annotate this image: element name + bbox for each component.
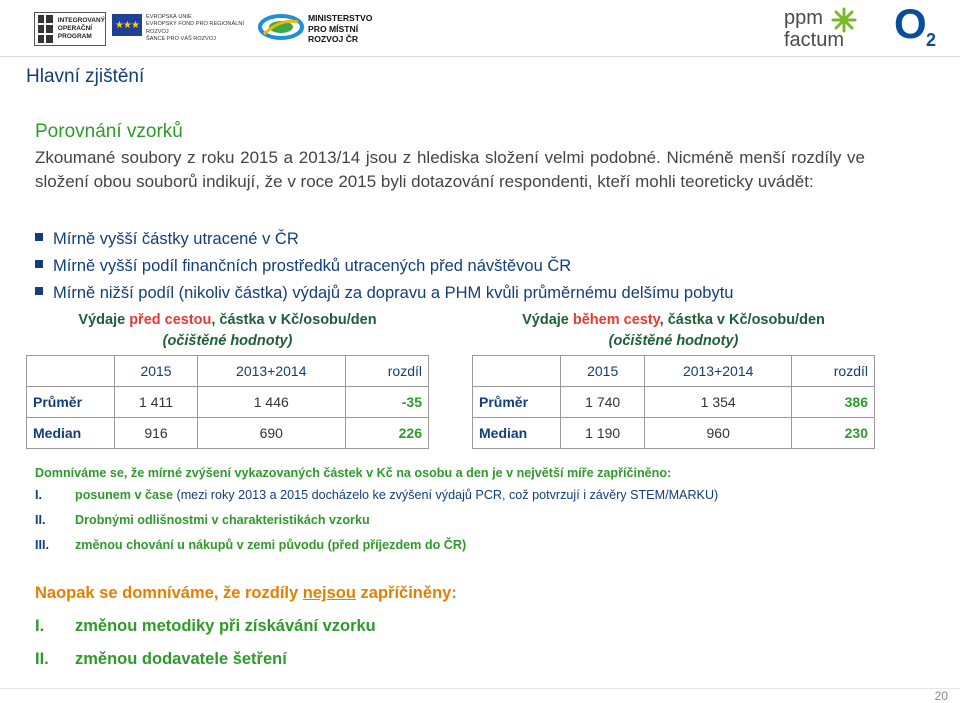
header-cell: 2015 bbox=[115, 355, 198, 386]
page-number: 20 bbox=[934, 689, 948, 703]
table-header-row bbox=[27, 355, 429, 386]
header-cell: rozdíl bbox=[345, 355, 429, 386]
finding-item: Mírně nižší podíl (nikoliv částka) výdajů za dopravu a PHM kvůli průměrnému delšímu pobytu bbox=[35, 280, 733, 307]
header-cell: 2015 bbox=[561, 355, 645, 386]
finding-item: Mírně vyšší částky utracené v ČR bbox=[35, 226, 733, 253]
conclusion-lead: Domníváme se, že mírné zvýšení vykazovaných částek v Kč na osobu a den je v největší míře zapříčiněno: bbox=[35, 466, 672, 480]
table-cell: 1 740 bbox=[561, 386, 645, 417]
table-cell: 960 bbox=[645, 417, 792, 448]
conclusion-item: III. změnou chování u nákupů v zemi původu (před příjezdem do ČR) bbox=[35, 538, 467, 552]
section-heading: Porovnání vzorků bbox=[35, 121, 183, 142]
table-row bbox=[473, 386, 875, 417]
opposite-item: I. změnou metodiky při získávání vzorku bbox=[35, 617, 376, 635]
header-cell: rozdíl bbox=[791, 355, 874, 386]
table-cell: 1 411 bbox=[115, 386, 198, 417]
eu-logo-text: EVROPSKÁ UNIE EVROPSKÝ FOND PRO REGIONÁLNÍ ROZVOJ ŠANCE PRO VÁŠ ROZVOJ bbox=[146, 14, 244, 43]
table-cell: 690 bbox=[198, 417, 345, 448]
ppm-factum-logo: ppm factum bbox=[782, 6, 882, 54]
table-cell: 1 190 bbox=[561, 417, 645, 448]
eu-flag-icon: ★★★ bbox=[112, 14, 142, 36]
bullet-square-icon bbox=[35, 260, 43, 268]
table-row bbox=[473, 417, 875, 448]
table-spending-before-trip bbox=[26, 307, 429, 449]
opposite-item: II. změnou dodavatele šetření bbox=[35, 650, 287, 668]
header-cell-empty bbox=[27, 355, 115, 386]
table-cell: 916 bbox=[115, 417, 198, 448]
conclusion-block bbox=[35, 462, 915, 556]
row-label: Median bbox=[27, 417, 115, 448]
o2-logo: O 2 bbox=[894, 0, 937, 50]
row-label: Průměr bbox=[27, 386, 115, 417]
row-label: Median bbox=[473, 417, 561, 448]
diff-cell: 226 bbox=[345, 417, 429, 448]
table-spending-during-trip bbox=[472, 307, 875, 449]
ministry-logo-text: MINISTERSTVO PRO MÍSTNÍ ROZVOJ ČR bbox=[308, 13, 373, 44]
findings-list bbox=[35, 226, 733, 307]
bullet-square-icon bbox=[35, 233, 43, 241]
finding-item: Mírně vyšší podíl finančních prostředků utracených před návštěvou ČR bbox=[35, 253, 733, 280]
table-cell: 1 354 bbox=[645, 386, 792, 417]
opposite-heading: Naopak se domníváme, že rozdíly nejsou zapříčiněny: bbox=[35, 584, 457, 602]
iop-logo-text: INTEGROVANÝ OPERAČNÍ PROGRAM bbox=[57, 17, 105, 40]
iop-logo bbox=[34, 12, 106, 46]
header-cell: 2013+2014 bbox=[198, 355, 345, 386]
slide-title: Hlavní zjištění bbox=[26, 66, 145, 87]
table-caption: Výdaje před cestou, částka v Kč/osobu/den (očištěné hodnoty) bbox=[78, 311, 377, 349]
table-header-row bbox=[473, 355, 875, 386]
table-cell: 1 446 bbox=[198, 386, 345, 417]
table-caption: Výdaje během cesty, částka v Kč/osobu/den (očištěné hodnoty) bbox=[522, 311, 825, 349]
iop-logo-mark bbox=[38, 15, 53, 43]
header-cell-empty bbox=[473, 355, 561, 386]
bullet-square-icon bbox=[35, 287, 43, 295]
intro-paragraph: Zkoumané soubory z roku 2015 a 2013/14 jsou z hlediska složení velmi podobné. Nicméně menší rozdíly ve složení obou souborů indikují, že v roce 2015 byli dotazování respondenti, kteří mohli teoreticky uvádět: bbox=[35, 148, 865, 191]
diff-cell: -35 bbox=[345, 386, 429, 417]
table-row bbox=[27, 386, 429, 417]
table-row bbox=[27, 417, 429, 448]
conclusion-item: I. posunem v čase (mezi roky 2013 a 2015 docházelo ke zvýšení výdajů PCR, což potvrzují i závěry STEM/MARKU) bbox=[35, 488, 719, 502]
title-divider bbox=[0, 56, 960, 57]
footer-divider bbox=[0, 688, 960, 689]
ministry-logo-icon bbox=[258, 14, 304, 40]
diff-cell: 386 bbox=[791, 386, 874, 417]
row-label: Průměr bbox=[473, 386, 561, 417]
conclusion-item: II. Drobnými odlišnostmi v charakteristikách vzorku bbox=[35, 513, 370, 527]
diff-cell: 230 bbox=[791, 417, 874, 448]
header-cell: 2013+2014 bbox=[645, 355, 792, 386]
opposite-list bbox=[35, 610, 376, 676]
